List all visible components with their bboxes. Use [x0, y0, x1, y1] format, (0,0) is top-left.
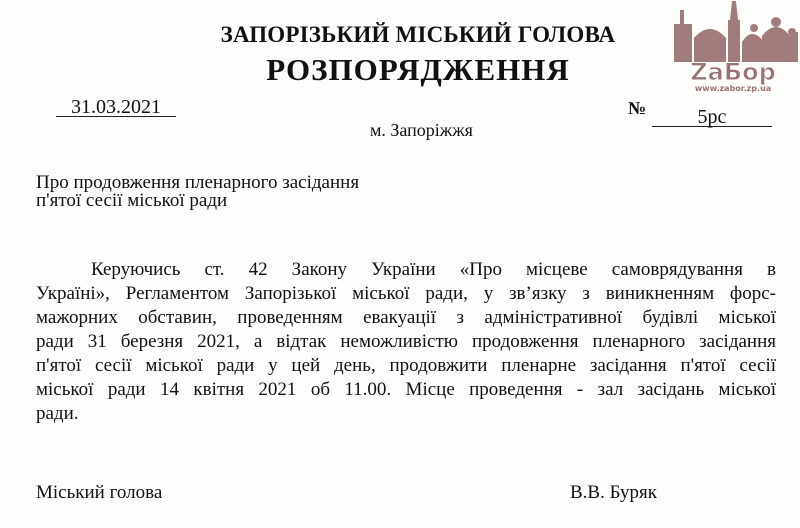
logo-text: ZaБор	[690, 58, 776, 86]
body-line: ради 31 березня 2021, а відтак неможливістю продовження пленарного засідання	[36, 331, 776, 352]
body-line: п'ятої сесії міської ради у цей день, продовжити пленарне засідання п'ятої сесії	[36, 355, 776, 376]
watermark-url: www.zabor.zp.ua	[694, 84, 772, 93]
subject-line: Про продовження пленарного засідання	[36, 172, 360, 193]
document-body	[36, 258, 776, 426]
body-line: мажорних обставин, проведенням евакуації з адміністративної будівлі міської	[36, 307, 776, 328]
body-line: Керуючись ст. 42 Закону України «Про місцеве самоврядування в	[91, 259, 776, 280]
city-skyline-icon	[666, 0, 800, 94]
document-city: м. Запоріжжя	[370, 120, 473, 140]
body-line: Україні», Регламентом Запорізької міської ради, у зв’язку з виникненням форс-	[36, 283, 776, 304]
body-line: ради.	[36, 403, 79, 424]
document-subject	[36, 174, 359, 210]
body-line: міської ради 14 квітня 2021 об 11.00. Місце проведення - зал засідань міської	[36, 379, 776, 400]
document-date: 31.03.2021	[56, 98, 176, 117]
document-type-text: РОЗПОРЯДЖЕННЯ	[266, 52, 570, 87]
subject-line: п'ятої сесії міської ради	[36, 190, 228, 211]
signatory-name: В.В. Буряк	[570, 482, 658, 503]
number-label: №	[628, 98, 647, 118]
signatory-position: Міський голова	[36, 482, 163, 503]
zabor-watermark-logo	[666, 0, 800, 94]
document-number: 5рс	[652, 98, 772, 127]
authority-text: ЗАПОРІЗЬКИЙ МІСЬКИЙ ГОЛОВА	[220, 22, 616, 47]
